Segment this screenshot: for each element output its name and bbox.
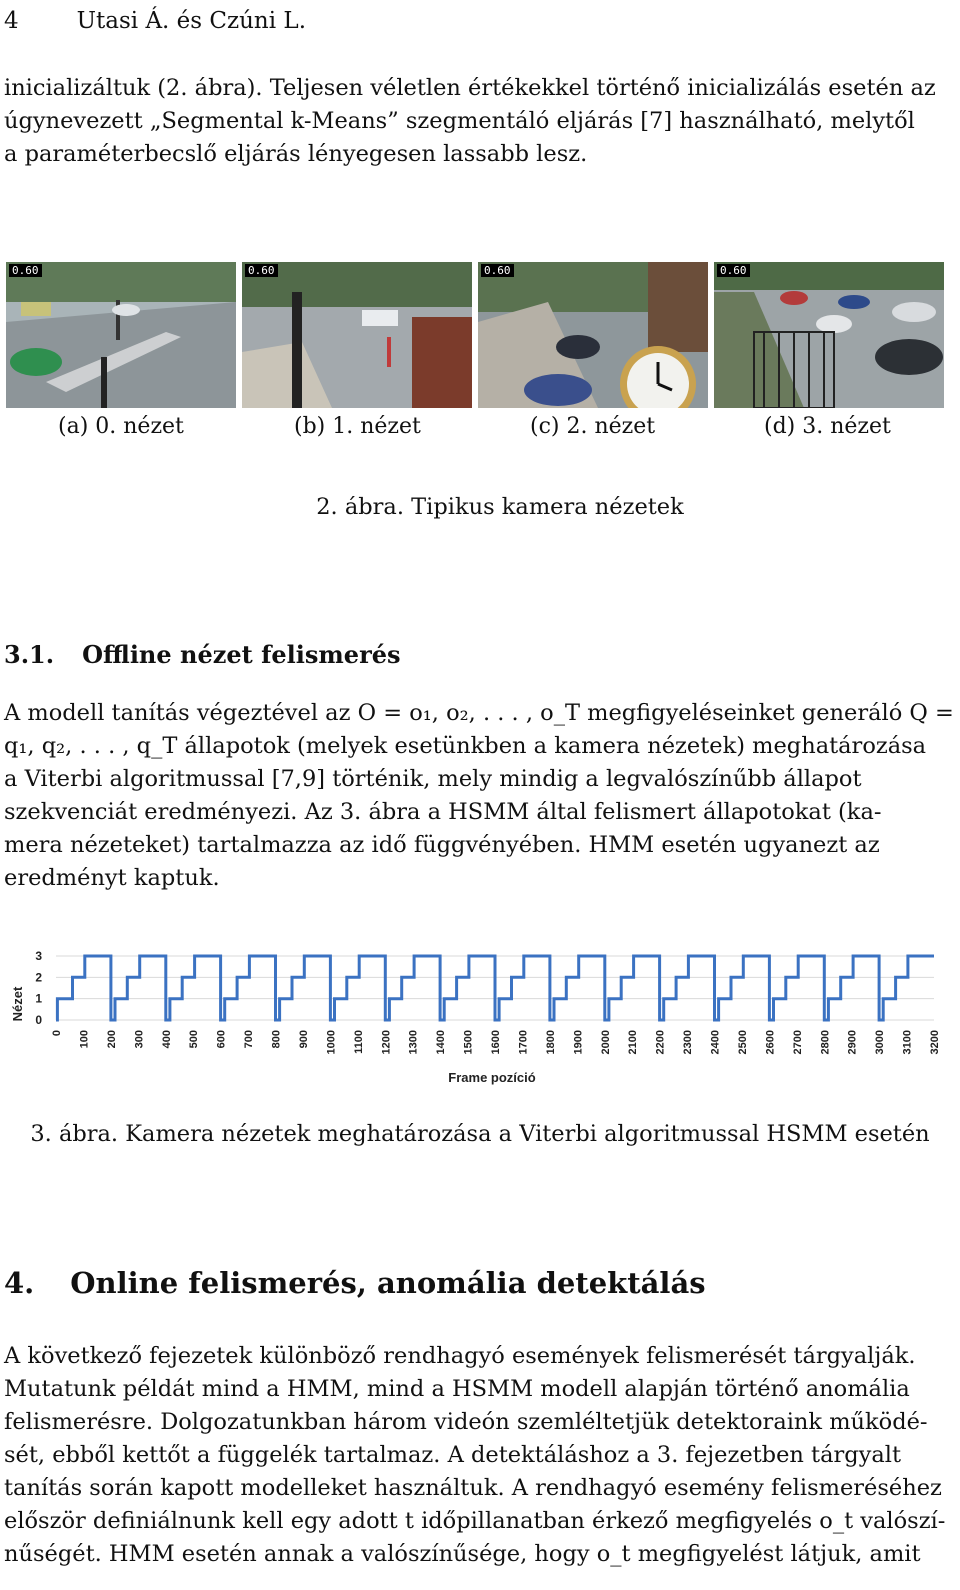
intro-paragraph [4,72,956,171]
figure2-caption-text: 2. ábra. Tipikus kamera nézetek [316,494,684,520]
subcaption-a: (a) 0. nézet [58,414,184,439]
x-tick-label: 1200 [380,1030,393,1055]
running-header [4,8,306,34]
paragraph-line: nűségét. HMM esetén annak a valószínűsége, hogy o_t megfigyelést látjuk, amit [4,1541,921,1567]
paragraph-line: mera nézeteket) tartalmazza az idő függvényében. HMM esetén ugyanezt az [4,832,880,858]
x-tick-label: 2400 [709,1030,722,1055]
series-line [56,956,934,1020]
section-4-paragraph [4,1340,956,1571]
paragraph-line: sét, ebből kettőt a függelék tartalmaz. A detektáláshoz a 3. fejezetben tárgyalt [4,1442,902,1468]
y-tick-label: 2 [35,970,42,985]
section-title: Online felismerés, anomália detektálás [70,1266,706,1300]
x-tick-label: 100 [78,1030,91,1049]
subcaption-c: (c) 2. nézet [530,414,656,439]
intro-line: a paraméterbecslő eljárás lényegesen lassabb lesz. [4,141,588,167]
chart-y-ticks [35,949,42,1027]
x-tick-label: 2800 [819,1030,832,1055]
y-tick-label: 3 [35,949,42,963]
x-tick-label: 1100 [352,1030,365,1054]
x-tick-label: 300 [133,1030,146,1049]
x-tick-label: 2100 [627,1030,640,1055]
figure3-caption [0,1121,960,1147]
x-tick-label: 500 [188,1030,201,1049]
x-tick-label: 3100 [901,1030,914,1055]
chart-svg [0,948,960,1098]
camera-views-figure [6,262,954,408]
x-tick-label: 2500 [736,1030,749,1055]
camera-view-2-image [478,262,708,408]
y-axis-label: Nézet [10,986,25,1022]
paragraph-line: A modell tanítás végeztével az O = o₁, o₂, . . . , o_T megfigyeléseinket generáló Q = [4,700,954,726]
section-number: 4. [4,1266,35,1300]
subcaption-b: (b) 1. nézet [294,414,421,439]
x-tick-label: 1000 [325,1030,338,1055]
frame-tag: 0.60 [717,264,750,277]
paragraph-line: A következő fejezetek különböző rendhagyó események felismerését tárgyalják. [4,1343,916,1369]
chart-x-ticks [51,1030,941,1054]
section-title: Offline nézet felismerés [82,640,401,669]
x-axis-label: Frame pozíció [448,1070,536,1085]
x-tick-label: 600 [215,1030,228,1049]
paragraph-line: Mutatunk példát mind a HMM, mind a HSMM modell alapján történő anomália [4,1376,910,1402]
camera-view-0-image [6,262,236,408]
x-tick-label: 2600 [764,1030,777,1055]
x-tick-label: 1900 [572,1030,585,1055]
figure2-caption [0,494,960,520]
paragraph-line: szekvenciát eredményezi. Az 3. ábra a HSMM által felismert állapotokat (ka- [4,799,882,825]
figure3-caption-text: 3. ábra. Kamera nézetek meghatározása a Viterbi algoritmussal HSMM esetén [30,1121,930,1147]
x-tick-label: 700 [243,1030,256,1049]
section-number: 3.1. [4,640,55,669]
x-tick-label: 400 [160,1030,173,1049]
x-tick-label: 0 [51,1030,63,1037]
intro-line: úgynevezett „Segmental k-Means” szegmentáló eljárás [7] használható, melytől [4,108,915,134]
x-tick-label: 1400 [435,1030,448,1055]
paragraph-line: eredményt kaptuk. [4,865,220,891]
section-3-1-heading [4,640,401,669]
x-tick-label: 1500 [462,1030,475,1055]
x-tick-label: 1600 [490,1030,502,1055]
paragraph-line: tanítás során kapott modelleket használtuk. A rendhagyó esemény felismeréséhez [4,1475,942,1501]
x-tick-label: 2200 [654,1030,667,1055]
page-number: 4 [4,8,19,34]
x-tick-label: 1800 [544,1030,557,1055]
section-4-heading [4,1266,706,1300]
subcaption-d: (d) 3. nézet [764,414,891,439]
x-tick-label: 200 [105,1030,118,1049]
section-3-1-paragraph [4,697,956,895]
camera-view-3-image [714,262,944,408]
y-tick-label: 0 [35,1013,42,1027]
paragraph-line: felismerésre. Dolgozatunkban három videón szemléltetjük detektoraink működé- [4,1409,928,1435]
x-tick-label: 1300 [407,1030,420,1055]
frame-tag: 0.60 [9,264,42,277]
x-tick-label: 3000 [874,1030,887,1055]
x-tick-label: 2300 [682,1030,695,1055]
authors: Utasi Á. és Czúni L. [76,8,307,34]
x-tick-label: 2700 [791,1030,804,1055]
x-tick-label: 2900 [846,1030,859,1055]
x-tick-label: 3200 [929,1030,941,1055]
view-sequence-chart [0,948,960,1098]
frame-tag: 0.60 [245,264,278,277]
paragraph-line: a Viterbi algoritmussal [7,9] történik, mely mindig a legvalószínűbb állapot [4,766,862,792]
x-tick-label: 900 [297,1030,310,1049]
camera-view-1-image [242,262,472,408]
y-tick-label: 1 [35,991,42,1006]
intro-line: inicializáltuk (2. ábra). Teljesen véletlen értékekkel történő inicializálás esetén az [4,75,936,101]
paragraph-line: először definiálnunk kell egy adott t időpillanatban érkező megfigyelés o_t valószí- [4,1508,946,1534]
x-tick-label: 800 [270,1030,283,1049]
paragraph-line: q₁, q₂, . . . , q_T állapotok (melyek esetünkben a kamera nézetek) meghatározása [4,733,927,759]
frame-tag: 0.60 [481,264,514,277]
x-tick-label: 1700 [517,1030,530,1055]
x-tick-label: 2000 [599,1030,612,1055]
